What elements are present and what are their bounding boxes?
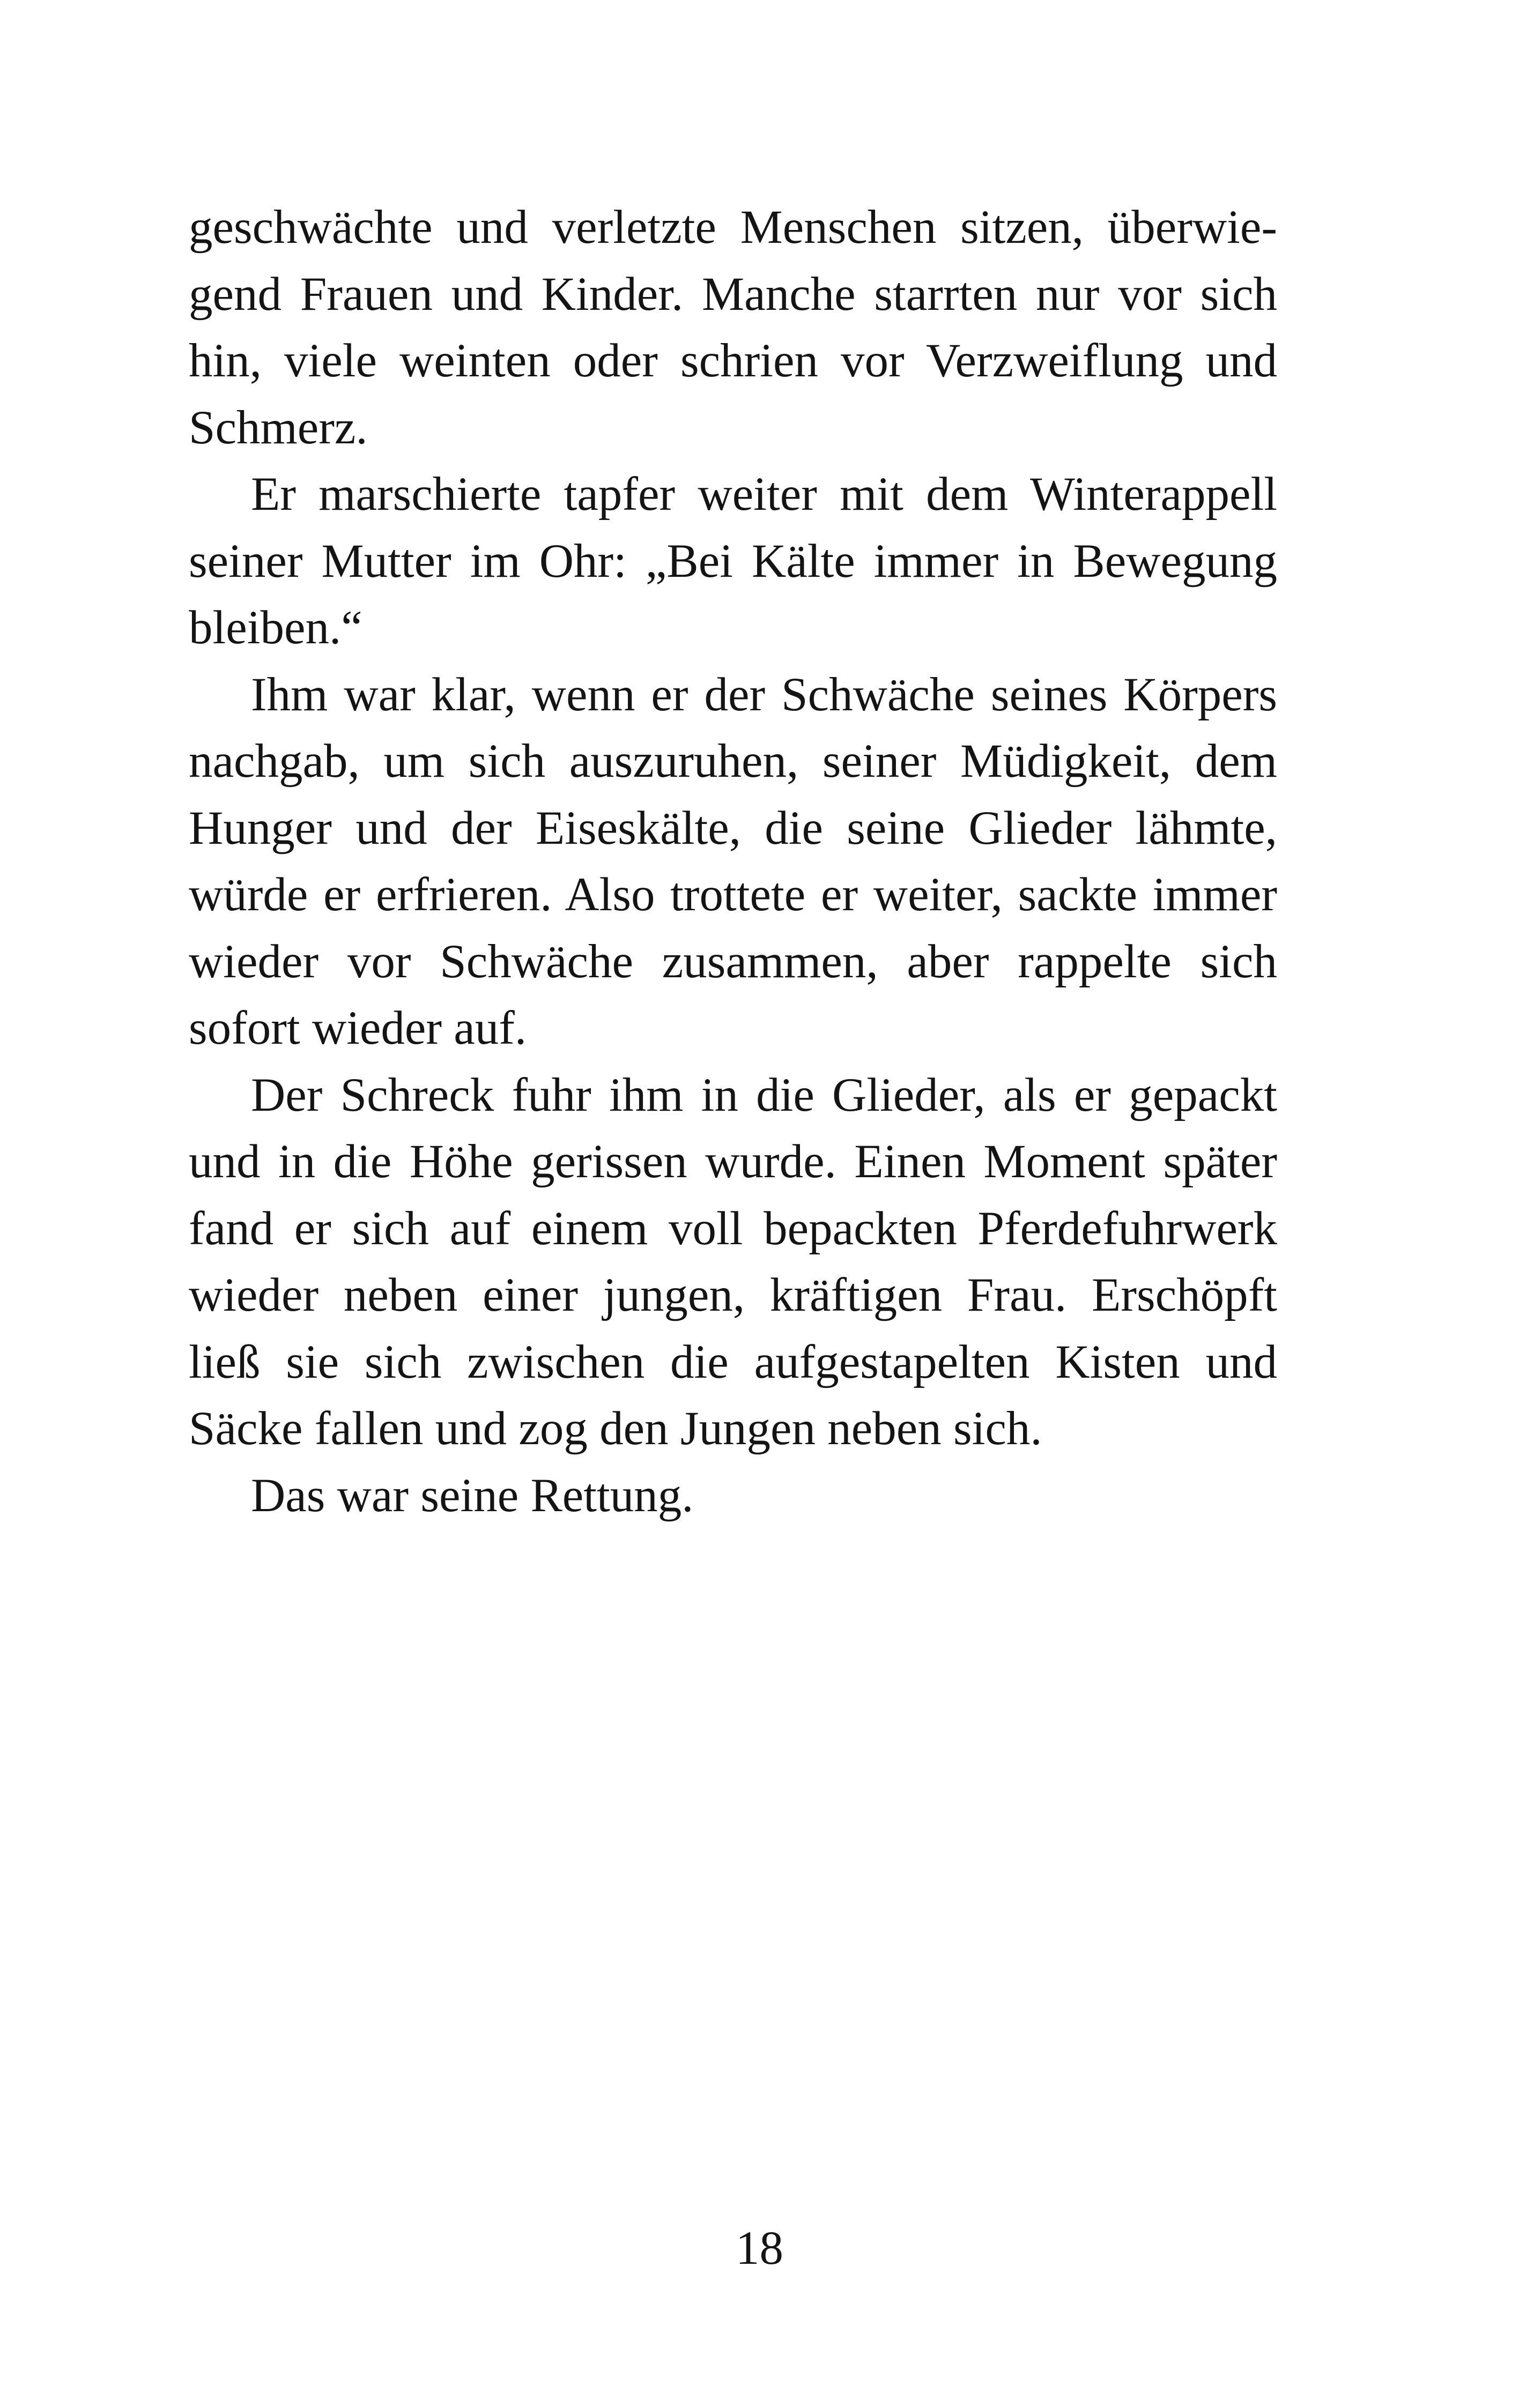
paragraph-continued: geschwächte und verletzte Menschen sitzen, überwiegend Frauen und Kinder. Manche starrten nur vor sich hin, viele weinten oder schrien vor Verzweiflung und Schmerz. <box>189 201 1277 454</box>
paragraph: Das war seine Rettung. <box>251 1469 694 1522</box>
page-number: 18 <box>736 2222 783 2275</box>
paragraph: Der Schreck fuhr ihm in die Glieder, als er gepackt und in die Höhe gerissen wurde. Einen Moment später fand er sich auf einem voll bepackten Pferdefuhrwerk wieder neben einer jungen, kräftigen Frau. Erschöpft ließ sie sich zwischen die aufgestapelten Kisten und Säcke fallen und zog den Jungen neben sich. <box>189 1068 1277 1455</box>
body-text <box>189 194 1277 1529</box>
paragraph: Er marschierte tapfer weiter mit dem Winterappell seiner Mutter im Ohr: „Bei Kälte immer in Bewegung bleiben.“ <box>189 468 1277 654</box>
paragraph: Ihm war klar, wenn er der Schwäche seines Körpers nachgab, um sich auszuruhen, seiner Müdigkeit, dem Hunger und der Eiseskälte, die seine Glieder lähmte, würde er erfrieren. Also trottete er weiter, sackte immer wieder vor Schwäche zusammen, aber rappelte sich sofort wieder auf. <box>189 668 1277 1054</box>
